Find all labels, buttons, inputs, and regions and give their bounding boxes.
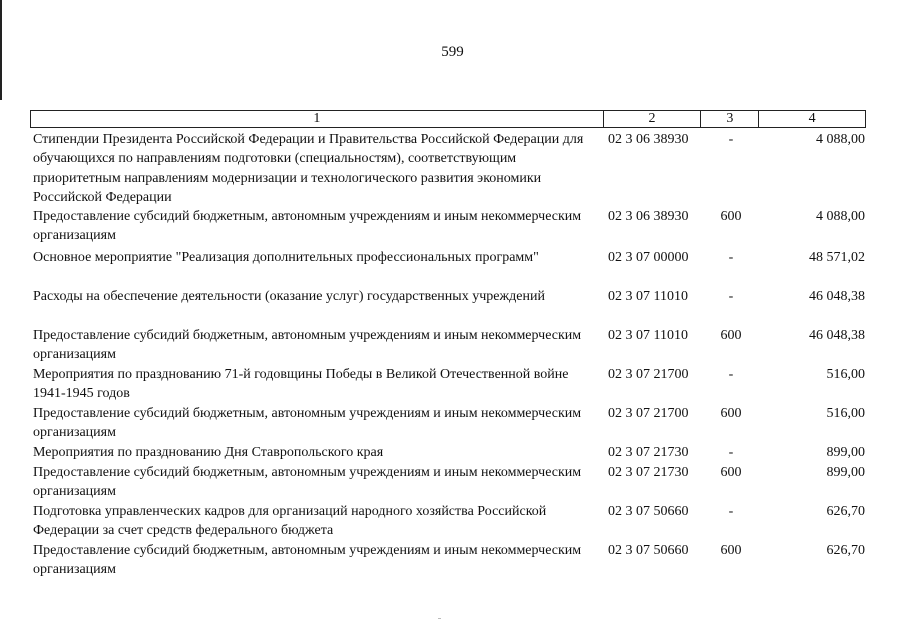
row-type: - (728, 289, 734, 304)
table-row (30, 207, 866, 246)
row-type: - (728, 132, 734, 147)
row-code: 02 3 07 21730 (608, 445, 689, 460)
row-name: Предоставление субсидий бюджетным, автономным учреждениям и иным некоммерческим организациям (33, 406, 582, 441)
row-type: 600 (720, 465, 742, 480)
table-row (30, 463, 866, 502)
table-row (30, 365, 866, 404)
row-code: 02 3 07 21700 (608, 367, 689, 382)
row-amount: 626,70 (826, 504, 865, 519)
row-code: 02 3 07 21700 (608, 406, 689, 421)
row-code: 02 3 07 50660 (608, 543, 689, 558)
header-col-2: 2 (604, 111, 702, 127)
table-row (30, 404, 866, 443)
row-code: 02 3 07 21730 (608, 465, 689, 480)
row-code: 02 3 07 50660 (608, 504, 689, 519)
header-col-4: 4 (808, 111, 816, 126)
row-type: 600 (720, 543, 742, 558)
row-name: Подготовка управленческих кадров для организаций народного хозяйства Российской Федерации за счет средств федерального бюджета (33, 504, 547, 539)
row-type: - (728, 250, 734, 265)
row-type: 600 (720, 209, 742, 224)
row-name: Стипендии Президента Российской Федерации и Правительства Российской Федерации для обучающихся по направлениям подготовки (специальностям), соответствующим приоритетным направлениям модернизации и технологического развития экономики Российской Федерации (33, 132, 584, 206)
row-name: Предоставление субсидий бюджетным, автономным учреждениям и иным некоммерческим организациям (33, 328, 582, 363)
row-type: 600 (720, 406, 742, 421)
table-row (30, 541, 866, 580)
row-amount: 516,00 (826, 406, 865, 421)
row-amount: 899,00 (826, 465, 865, 480)
row-type: - (728, 367, 734, 382)
table-row (30, 130, 866, 208)
row-amount: 46 048,38 (809, 328, 865, 343)
row-amount: 899,00 (826, 445, 865, 460)
row-amount: 48 571,02 (809, 250, 865, 265)
row-amount: 46 048,38 (809, 289, 865, 304)
row-code: 02 3 06 38930 (608, 132, 689, 147)
row-name: Мероприятия по празднованию Дня Ставропольского края (33, 445, 384, 460)
row-code: 02 3 07 11010 (608, 328, 688, 343)
table-row (30, 326, 866, 365)
row-code: 02 3 06 38930 (608, 209, 689, 224)
table-row (30, 287, 866, 306)
page-number: 599 (441, 44, 464, 60)
budget-table (30, 110, 866, 578)
row-amount: 626,70 (826, 543, 865, 558)
row-name: Предоставление субсидий бюджетным, автономным учреждениям и иным некоммерческим организациям (33, 465, 582, 500)
table-row (30, 502, 866, 541)
row-type: - (728, 445, 734, 460)
table-row (30, 443, 866, 462)
row-name: Предоставление субсидий бюджетным, автономным учреждениям и иным некоммерческим организациям (33, 543, 582, 578)
header-col-1: 1 (31, 111, 604, 127)
scan-smudge (438, 618, 441, 619)
row-name: Мероприятия по празднованию 71-й годовщины Победы в Великой Отечественной войне 1941-1945 годов (33, 367, 569, 402)
row-name: Предоставление субсидий бюджетным, автономным учреждениям и иным некоммерческим организациям (33, 209, 582, 244)
table-header-row (30, 110, 866, 128)
row-name: Основное мероприятие "Реализация дополнительных профессиональных программ" (33, 250, 539, 265)
row-amount: 4 088,00 (816, 132, 865, 147)
header-col-3: 3 (701, 111, 759, 127)
table-row (30, 248, 866, 267)
row-type: 600 (720, 328, 742, 343)
row-amount: 516,00 (826, 367, 865, 382)
row-amount: 4 088,00 (816, 209, 865, 224)
row-code: 02 3 07 00000 (608, 250, 689, 265)
row-name: Расходы на обеспечение деятельности (оказание услуг) государственных учреждений (33, 289, 545, 304)
row-code: 02 3 07 11010 (608, 289, 688, 304)
row-type: - (728, 504, 734, 519)
